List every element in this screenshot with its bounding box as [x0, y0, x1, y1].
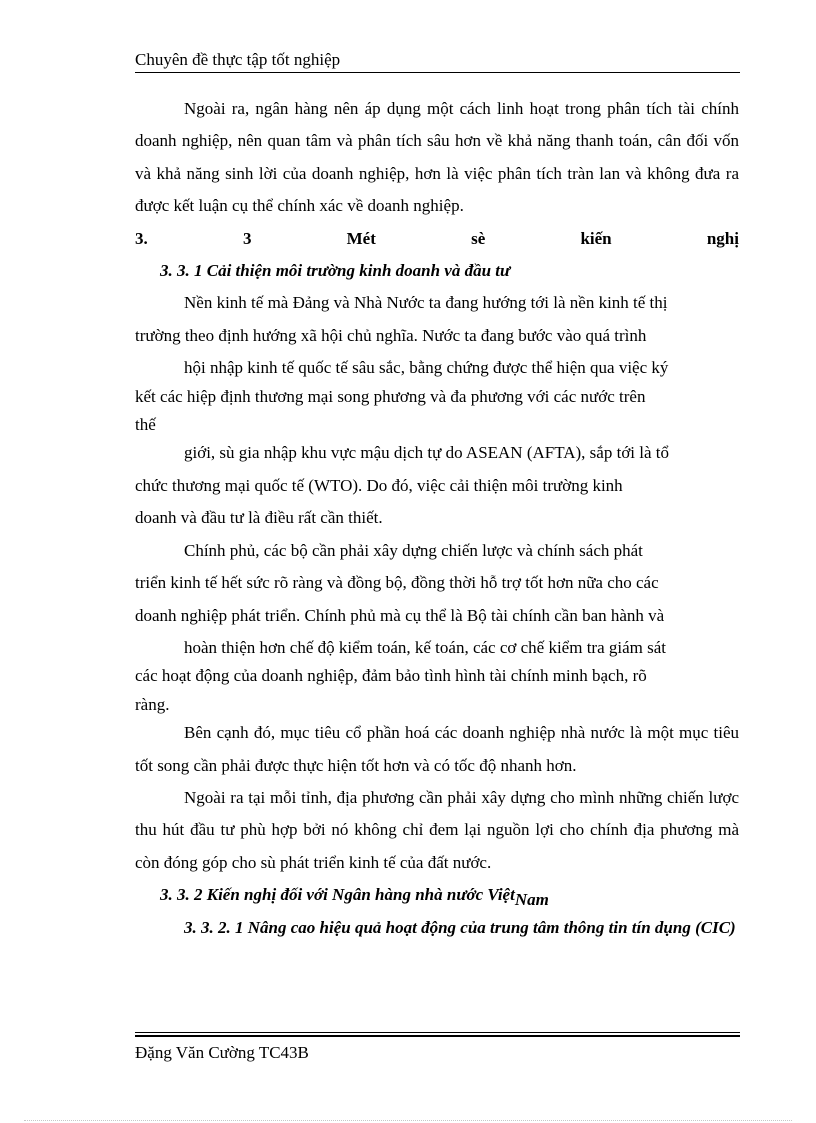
subsection-heading-3-3-2 — [135, 879, 739, 911]
document-body — [135, 93, 739, 944]
footer-rule — [135, 1035, 740, 1037]
paragraph-local-strategy: Ngoài ra tại mỗi tỉnh, địa phương cần phải xây dựng cho mình những chiến lược thu hút đầu tư phù hợp bởi nó không chỉ đem lại nguồn lợi cho chính địa phương mà còn đóng góp cho sù phát triển kinh tế của đất nước. — [135, 787, 739, 872]
paragraph-government — [135, 535, 739, 721]
section-word: 3 — [242, 228, 252, 248]
footer-rule — [135, 1032, 740, 1033]
section-word: nghị — [706, 228, 739, 248]
text-line: Nền kinh tế mà Đảng và Nhà Nước ta đang hướng tới là nền kinh tế thị — [184, 293, 668, 313]
text-line: trường theo định hướng xã hội chủ nghĩa. Nước ta đang bước vào quá trình — [135, 325, 647, 345]
text-line: thế — [135, 415, 156, 435]
page-footer — [135, 1042, 309, 1064]
text-line: giới, sù gia nhập khu vực mậu dịch tự do ASEAN (AFTA), sắp tới là tổ — [184, 443, 670, 463]
text-line: hoàn thiện hơn chế độ kiểm toán, kế toán, các cơ chế kiểm tra giám sát — [184, 637, 667, 657]
subsection-heading-text: 3. 3. 2 Kiến nghị đối với Ngân hàng nhà nước Việt — [160, 885, 515, 905]
text-line: Chính phủ, các bộ cần phải xây dựng chiến lược và chính sách phát — [184, 540, 643, 560]
section-word: Mét — [346, 228, 376, 248]
page-edge-divider — [24, 1120, 792, 1121]
footer-author: Đặng Văn Cường TC43B — [135, 1043, 309, 1062]
text-line: triển kinh tế hết sức rõ ràng và đồng bộ, đồng thời hỗ trợ tốt hơn nữa cho các — [135, 573, 659, 593]
text-line: doanh và đầu tư là điều rất cần thiết. — [135, 508, 383, 528]
text-line: các hoạt động của doanh nghiệp, đảm bảo tình hình tài chính minh bạch, rõ — [135, 666, 647, 686]
paragraph-bank-analysis: Ngoài ra, ngân hàng nên áp dụng một cách linh hoạt trong phân tích tài chính doanh nghiệp, nên quan tâm và phân tích sâu hơn về khả năng thanh toán, cân đối vốn và khả năng sinh lời của doanh nghiệp, hơn là việc phân tích tràn lan và không đưa ra được kết luận cụ thể chính xác về doanh nghiệp. — [135, 99, 739, 216]
page-header — [135, 49, 740, 73]
text-line: doanh nghiệp phát triển. Chính phủ mà cụ thể là Bộ tài chính cần ban hành và — [135, 605, 665, 625]
section-word: kiến — [580, 228, 612, 248]
header-title: Chuyên đề thực tập tốt nghiệp — [135, 50, 341, 69]
text-line: ràng. — [135, 694, 170, 714]
section-number: 3. — [135, 228, 148, 248]
text-line: hội nhập kinh tế quốc tế sâu sắc, bằng chứng được thể hiện qua việc ký — [184, 358, 669, 378]
text-line: chức thương mại quốc tế (WTO). Do đó, việc cải thiện môi trường kinh — [135, 475, 623, 495]
paragraph-equitization: Bên cạnh đó, mục tiêu cổ phần hoá các doanh nghiệp nhà nước là một mục tiêu tốt song cần phải được thực hiện tốt hơn và có tốc độ nhanh hơn. — [135, 723, 739, 775]
section-word: sè — [471, 228, 486, 248]
subsection-heading-3-3-2-1: 3. 3. 2. 1 Nâng cao hiệu quả hoạt động của trung tâm thông tin tín dụng (CIC) — [184, 917, 736, 937]
subsection-heading-3-3-1: 3. 3. 1 Cải thiện môi trường kinh doanh và đầu tư — [160, 261, 511, 281]
paragraph-business-environment — [135, 287, 739, 534]
text-line: kết các hiệp định thương mại song phương và đa phương với các nước trên — [135, 386, 646, 406]
subsection-heading-tail: Nam — [514, 890, 549, 910]
section-heading-3 — [135, 223, 739, 255]
